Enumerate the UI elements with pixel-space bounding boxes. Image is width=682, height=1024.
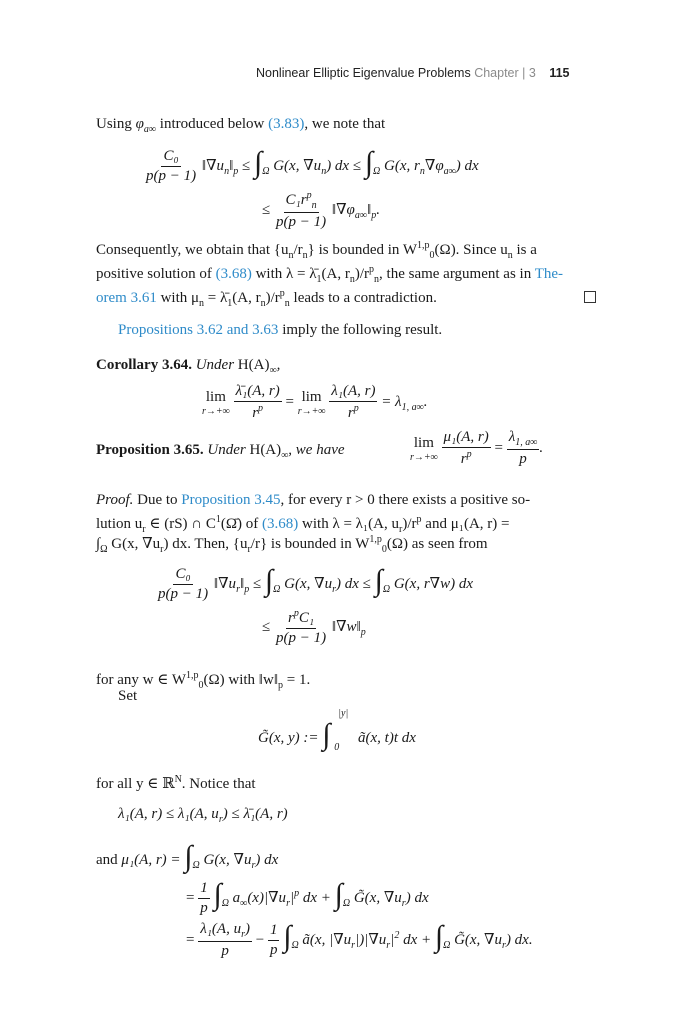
equation-eigenvalue-bounds bbox=[118, 806, 288, 825]
equation-mu-line-3 bbox=[186, 920, 533, 960]
term: (x)|∇u bbox=[247, 890, 287, 906]
text: )/r bbox=[354, 266, 370, 282]
superscript: p bbox=[369, 264, 375, 275]
subscript: n bbox=[507, 250, 513, 261]
integral-domain: Ω bbox=[382, 584, 391, 595]
term: r bbox=[347, 405, 354, 421]
lim-operator: lim bbox=[301, 388, 322, 405]
proof-label: Proof. bbox=[96, 492, 134, 508]
denominator: p bbox=[519, 451, 527, 467]
subscript: 1, a∞ bbox=[401, 401, 424, 413]
subscript: p bbox=[278, 680, 284, 691]
subscript: r bbox=[241, 929, 245, 941]
text: (A, r bbox=[232, 290, 261, 306]
subscript: r bbox=[286, 898, 290, 909]
upper-limit: |y| bbox=[338, 708, 349, 719]
lim-subscript: r→+∞ bbox=[410, 451, 438, 463]
term: | bbox=[289, 890, 295, 906]
integral-sign: ∫ bbox=[374, 564, 383, 597]
subscript: r bbox=[236, 584, 240, 595]
text: . Notice that bbox=[181, 776, 256, 792]
superscript: 1 bbox=[215, 514, 221, 525]
term: λ bbox=[508, 429, 516, 445]
chapter-number: 3 bbox=[528, 66, 536, 80]
integral-domain: Ω bbox=[192, 860, 200, 871]
term: ‖ bbox=[366, 201, 372, 218]
text: (Ω̄) of bbox=[220, 516, 263, 532]
numerator: μ₁(A, r) bbox=[442, 429, 491, 448]
term: ‖ bbox=[239, 576, 245, 592]
equation-mu-line-2 bbox=[186, 878, 429, 917]
subscript: r bbox=[160, 544, 164, 555]
subscript: 0 bbox=[198, 680, 204, 691]
term: ∇φ bbox=[424, 158, 444, 174]
integral-sign: ∫ bbox=[322, 718, 331, 751]
lim-subscript: r→+∞ bbox=[202, 405, 230, 417]
leq: ≤ bbox=[252, 576, 262, 592]
text: /r} is bounded in W bbox=[250, 536, 370, 552]
subscript: n bbox=[302, 250, 308, 261]
page-number: 115 bbox=[549, 66, 570, 80]
limit bbox=[298, 389, 326, 417]
equation-link-3-68[interactable]: (3.68) bbox=[262, 516, 299, 532]
integral-sign: ∫ bbox=[96, 536, 101, 552]
denominator: p bbox=[200, 900, 208, 917]
minus: − bbox=[255, 932, 265, 948]
running-title: Nonlinear Elliptic Eigenvalue Problems bbox=[256, 66, 471, 80]
subscript: a∞ bbox=[443, 166, 456, 177]
text: , for every r > 0 there exists a positive so- bbox=[280, 492, 531, 508]
text: lution u bbox=[96, 516, 143, 532]
term: |)|∇u bbox=[355, 932, 387, 948]
definite-integral bbox=[322, 708, 354, 753]
subscript: 1 bbox=[316, 274, 322, 285]
subscript: n bbox=[321, 166, 327, 177]
chapter-label: Chapter bbox=[474, 66, 519, 80]
fraction bbox=[329, 383, 377, 422]
text: introduced below bbox=[156, 116, 269, 132]
text: Under bbox=[207, 442, 246, 458]
lim-operator: lim bbox=[205, 388, 226, 405]
term: a bbox=[232, 890, 241, 906]
term: . bbox=[376, 201, 380, 218]
fraction bbox=[268, 922, 280, 959]
text: with λ = λ₁(A, u bbox=[298, 516, 400, 532]
term: λ₁(A, u bbox=[200, 921, 242, 938]
term: ) dx bbox=[455, 158, 479, 174]
text: G(x, ∇u bbox=[107, 536, 161, 552]
text: )/r bbox=[265, 290, 280, 306]
term: . bbox=[539, 439, 544, 456]
equation-2-line-1 bbox=[156, 564, 473, 603]
term: ‖∇w‖ bbox=[331, 618, 361, 635]
term: . bbox=[423, 393, 428, 410]
numerator: C₀ bbox=[161, 148, 180, 167]
qed-box bbox=[584, 291, 596, 303]
para-propositions bbox=[118, 320, 442, 340]
subscript: n bbox=[224, 166, 230, 177]
text: with μ bbox=[156, 290, 200, 306]
numerator bbox=[284, 190, 319, 213]
superscript: 2 bbox=[394, 930, 400, 941]
subscript: r bbox=[401, 898, 406, 909]
term: ) ≤ λ̄₁(A, r) bbox=[222, 806, 288, 822]
numerator bbox=[507, 429, 540, 450]
integral-sign: ∫ bbox=[434, 920, 444, 953]
text: (Ω). Since u bbox=[434, 242, 508, 258]
para-using-phi bbox=[96, 114, 385, 140]
text: and μ₁(A, r) = bbox=[421, 516, 510, 532]
term: μ₁(A, r) = bbox=[121, 852, 181, 868]
term: ) dx ≤ bbox=[326, 158, 362, 174]
equation-1-line-1: $\frac{\text{C₀}}{p(p - 1)}$ $‖\nabla u_n‖_p \le \int_\Omega$ G(x, $\nabla u_n$) dx ≤ $\int_\Omega$ G(x, $r_n\nabla\varphi_{a\infty}$) dx bbox=[146, 146, 479, 185]
text: leads to a contradiction. bbox=[289, 290, 437, 306]
term: ) bbox=[245, 921, 250, 938]
term: r bbox=[252, 405, 259, 421]
running-header bbox=[256, 66, 570, 80]
subscript: r bbox=[251, 860, 256, 871]
text: for any w ∈ W bbox=[96, 672, 186, 688]
subscript: ∞ bbox=[269, 365, 277, 376]
term: G̃(x, ∇u bbox=[353, 890, 402, 906]
fraction bbox=[198, 921, 252, 960]
subscript: p bbox=[244, 584, 250, 595]
proposition-link-3-62-3-63[interactable]: Propositions 3.62 and 3.63 bbox=[118, 322, 279, 338]
text: with λ = λ̄ bbox=[251, 266, 317, 282]
lim-operator: lim bbox=[413, 434, 434, 451]
subscript: n bbox=[260, 298, 266, 309]
corollary-label: Corollary 3.64. bbox=[96, 357, 192, 373]
superscript: p bbox=[258, 403, 264, 414]
proposition-link-3-45[interactable]: Proposition 3.45 bbox=[181, 492, 281, 508]
integral-domain: Ω bbox=[262, 166, 270, 177]
limit bbox=[410, 435, 438, 463]
subscript: n bbox=[311, 200, 317, 211]
numerator: 1 bbox=[268, 922, 280, 941]
equals: = bbox=[285, 393, 294, 410]
equation-mu-line-1 bbox=[96, 840, 278, 871]
subscript: p bbox=[233, 166, 239, 177]
text: , we have bbox=[288, 442, 345, 458]
denominator: p(p − 1) bbox=[275, 214, 327, 230]
integral-domain: Ω bbox=[273, 584, 281, 595]
integral-sign: ∫ bbox=[213, 878, 222, 911]
integral-sign: ∫ bbox=[264, 564, 274, 597]
integral-domain: Ω bbox=[443, 940, 451, 951]
equals: = bbox=[186, 932, 195, 948]
proposition-3-65 bbox=[96, 440, 345, 466]
leq: ≤ bbox=[262, 618, 271, 635]
superscript: p bbox=[353, 403, 359, 414]
phi-subscript: a∞ bbox=[143, 124, 157, 135]
term: ) dx bbox=[255, 852, 279, 868]
numerator: C₀ bbox=[173, 566, 192, 585]
term: C₁ bbox=[298, 610, 315, 626]
text: /r bbox=[293, 242, 303, 258]
subscript: ∞ bbox=[281, 450, 289, 461]
numerator bbox=[198, 921, 252, 942]
integral-domain: Ω bbox=[373, 166, 381, 177]
equation-1-line-2: ≤ $\frac{C_1r^p_n}{p(p - 1)}$ $‖\nabla\varphi_{a\infty}‖_p$. bbox=[262, 190, 380, 230]
integral-sign: ∫ bbox=[283, 920, 292, 953]
text: ) dx. Then, {u bbox=[163, 536, 248, 552]
subscript: a∞ bbox=[354, 209, 367, 221]
term: r bbox=[460, 451, 467, 467]
subscript: r bbox=[386, 940, 391, 951]
integral-sign: ∫ bbox=[334, 878, 343, 911]
equals: = bbox=[494, 439, 503, 456]
term: | bbox=[390, 932, 395, 948]
superscript: p bbox=[416, 514, 422, 525]
term: G(x, ∇u bbox=[284, 576, 333, 592]
superscript: 1,p bbox=[369, 534, 382, 545]
numerator: 1 bbox=[198, 880, 210, 899]
subscript: r bbox=[502, 940, 506, 951]
superscript: p bbox=[306, 190, 312, 201]
text: } is bounded in W bbox=[307, 242, 418, 258]
equation-link-3-83[interactable]: (3.83) bbox=[268, 116, 305, 132]
proof-line-3 bbox=[96, 530, 488, 560]
corollary-3-64 bbox=[96, 355, 280, 381]
text: Due to bbox=[133, 492, 182, 508]
subscript: n bbox=[199, 298, 205, 309]
theorem-link-3-61[interactable]: orem 3.61 bbox=[96, 290, 157, 306]
subscript: r bbox=[351, 940, 356, 951]
text: , we note that bbox=[304, 116, 386, 132]
fraction bbox=[507, 429, 540, 468]
text: , bbox=[276, 357, 281, 373]
subscript: ∞ bbox=[240, 898, 248, 909]
superscript: N bbox=[174, 774, 182, 785]
term: G(x, ∇u bbox=[273, 158, 322, 174]
subscript: p bbox=[371, 209, 377, 221]
text: = 1. bbox=[283, 672, 311, 688]
subscript: n bbox=[374, 274, 380, 285]
superscript: p bbox=[294, 888, 300, 899]
equation-2-line-2 bbox=[262, 608, 366, 647]
term: ‖∇φ bbox=[331, 201, 355, 218]
subscript: 1, a∞ bbox=[515, 437, 538, 448]
integral-sign: ∫ bbox=[364, 146, 374, 179]
term: r bbox=[288, 610, 294, 626]
term: ã(x, |∇u bbox=[302, 932, 352, 948]
text: (A, r bbox=[321, 266, 350, 282]
subscript: r bbox=[142, 524, 146, 535]
integral-domain: Ω bbox=[342, 898, 351, 909]
text: Under bbox=[195, 357, 235, 373]
proposition-label: Proposition 3.65. bbox=[96, 442, 204, 458]
fraction bbox=[198, 880, 210, 917]
condition: H(A) bbox=[249, 442, 282, 458]
numerator bbox=[286, 608, 316, 629]
term: C₁r bbox=[285, 192, 307, 208]
text: , the same argument as in bbox=[379, 266, 535, 282]
equation-link-3-68[interactable]: (3.68) bbox=[215, 266, 252, 282]
term: λ₁(A, r) ≤ λ₁(A, u bbox=[118, 806, 219, 822]
term: dx + bbox=[399, 932, 432, 948]
denominator: p bbox=[221, 943, 229, 960]
text: (Ω) as seen from bbox=[386, 536, 488, 552]
text: is a bbox=[512, 242, 537, 258]
term: ) dx bbox=[405, 890, 429, 906]
term: G(x, r∇w) dx bbox=[393, 576, 474, 592]
numerator: λ₁(A, r) bbox=[329, 383, 377, 402]
fraction bbox=[156, 566, 210, 603]
fraction bbox=[442, 429, 491, 468]
text: positive solution of bbox=[96, 266, 216, 282]
denominator bbox=[250, 402, 265, 422]
superscript: 1,p bbox=[417, 240, 430, 251]
text: Consequently, we obtain that {u bbox=[96, 242, 289, 258]
denominator: p(p − 1) bbox=[275, 630, 327, 646]
theorem-link-3-61[interactable]: The- bbox=[534, 266, 564, 282]
corollary-equation bbox=[202, 383, 427, 422]
numerator: λ̄₁(A, r) bbox=[234, 383, 282, 402]
lim-subscript: r→+∞ bbox=[297, 405, 326, 417]
subscript: r bbox=[399, 524, 403, 535]
denominator: p bbox=[269, 942, 278, 959]
subscript: 1 bbox=[227, 298, 233, 309]
text: imply the following result. bbox=[278, 322, 443, 338]
term: ‖ bbox=[229, 158, 234, 174]
superscript: p bbox=[293, 608, 299, 619]
term: G(x, r bbox=[384, 158, 420, 174]
subscript: 0 bbox=[429, 250, 435, 261]
denominator bbox=[346, 402, 361, 422]
phi-symbol: φ bbox=[135, 116, 144, 132]
limit bbox=[202, 389, 230, 417]
header-separator: | bbox=[522, 66, 526, 80]
subscript: r bbox=[247, 544, 251, 555]
integral-sign: ∫ bbox=[184, 840, 193, 873]
fraction bbox=[274, 190, 328, 231]
text: Using bbox=[96, 116, 136, 132]
subscript: r bbox=[218, 814, 223, 825]
denominator bbox=[459, 448, 474, 468]
subscript: r bbox=[332, 584, 336, 595]
subscript: n bbox=[419, 166, 425, 177]
text: ∈ (rS) ∩ C bbox=[145, 516, 216, 532]
text: = λ̄ bbox=[204, 290, 228, 306]
superscript: 1,p bbox=[185, 670, 199, 681]
text: )/r bbox=[402, 516, 417, 532]
integral-sign: ∫ bbox=[254, 146, 263, 179]
term: G̃(x, ∇u bbox=[454, 932, 503, 948]
fraction bbox=[274, 608, 328, 647]
denominator: p(p − 1) bbox=[158, 586, 209, 603]
integral-domain: Ω bbox=[291, 940, 299, 951]
term: ‖∇u bbox=[201, 158, 225, 174]
term: dx + bbox=[299, 890, 331, 906]
fraction bbox=[234, 383, 282, 422]
subscript: n bbox=[288, 250, 294, 261]
term: ) dx. bbox=[505, 932, 533, 948]
superscript: p bbox=[466, 449, 472, 460]
subscript: 0 bbox=[381, 544, 387, 555]
term: ã(x, t)t dx bbox=[358, 730, 416, 746]
subscript: Ω bbox=[100, 544, 108, 555]
superscript: p bbox=[279, 288, 285, 299]
term: G̃(x, y) := bbox=[258, 730, 319, 746]
term: ) dx ≤ bbox=[336, 576, 371, 592]
text: (Ω) with ‖w‖ bbox=[203, 672, 279, 688]
fraction bbox=[144, 148, 198, 185]
lower-limit: 0 bbox=[334, 742, 340, 753]
equation-g-tilde-definition bbox=[258, 708, 416, 753]
subscript: p bbox=[360, 626, 366, 638]
integral-domain: Ω bbox=[221, 898, 229, 909]
condition: H(A) bbox=[237, 357, 270, 373]
equals: = bbox=[186, 890, 195, 906]
para-consequently-line-3 bbox=[96, 284, 437, 314]
proposition-equation bbox=[410, 429, 543, 468]
term: G(x, ∇u bbox=[203, 852, 252, 868]
subscript: n bbox=[284, 298, 290, 309]
text: and bbox=[96, 852, 118, 868]
term: ‖∇u bbox=[213, 576, 237, 592]
text: for all y ∈ ℝ bbox=[96, 776, 175, 792]
para-for-all-y bbox=[96, 770, 256, 794]
term: = λ bbox=[381, 393, 402, 410]
denominator: p(p − 1) bbox=[146, 168, 197, 185]
proof-line-1 bbox=[96, 490, 530, 510]
subscript: n bbox=[349, 274, 355, 285]
set-label: Set bbox=[118, 688, 138, 704]
